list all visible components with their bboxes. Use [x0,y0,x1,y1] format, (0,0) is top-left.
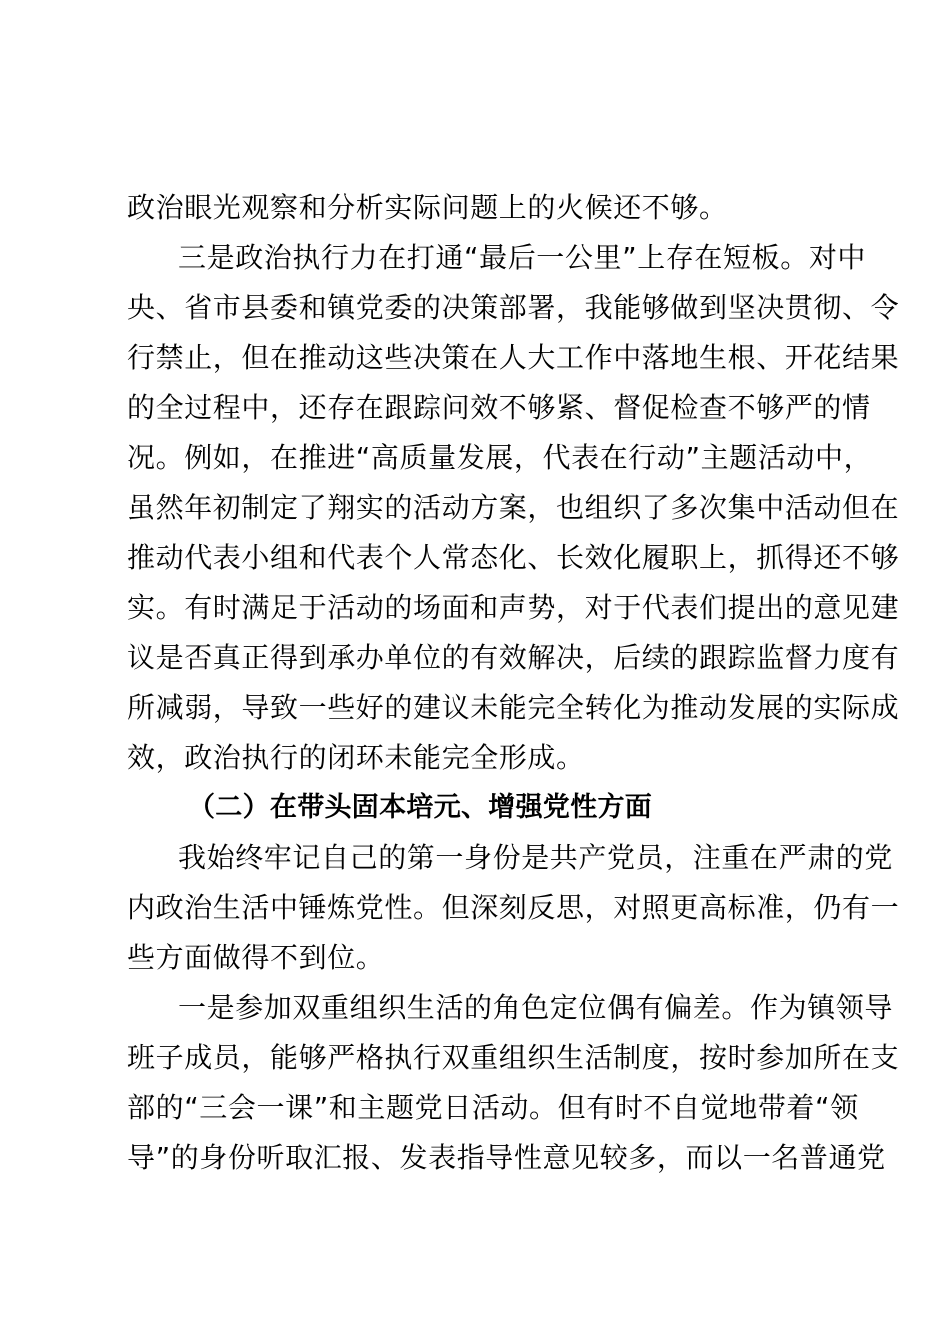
paragraph-line: 议是否真正得到承办单位的有效解决，后续的跟踪监督力度有 [127,641,900,674]
paragraph-line: 些方面做得不到位。 [127,941,385,974]
paragraph-line: 一是参加双重组织生活的角色定位偶有偏差。作为镇领导 [178,991,894,1024]
paragraph-line: 行禁止，但在推动这些决策在人大工作中落地生根、开花结果 [127,341,900,374]
paragraph-line: 实。有时满足于活动的场面和声势，对于代表们提出的意见建 [127,591,900,624]
paragraph-line: 所减弱，导致一些好的建议未能完全转化为推动发展的实际成 [127,691,900,724]
paragraph-line: 况。例如，在推进“高质量发展，代表在行动”主题活动中， [127,441,873,474]
paragraph-line: 推动代表小组和代表个人常态化、长效化履职上，抓得还不够 [127,541,900,574]
document-page [127,183,900,1183]
paragraph-line: 导”的身份听取汇报、发表指导性意见较多，而以一名普通党 [127,1141,886,1174]
paragraph-line: 政治眼光观察和分析实际问题上的火候还不够。 [127,191,728,224]
section-heading: （二）在带头固本培元、增强党性方面 [188,792,653,823]
paragraph-line: 央、省市县委和镇党委的决策部署，我能够做到坚决贯彻、令 [127,291,900,324]
paragraph-line: 三是政治执行力在打通“最后一公里”上存在短板。对中 [178,241,867,274]
paragraph-line: 我始终牢记自己的第一身份是共产党员，注重在严肃的党 [178,841,894,874]
paragraph-line: 虽然年初制定了翔实的活动方案，也组织了多次集中活动但在 [127,491,900,524]
paragraph-line: 的全过程中，还存在跟踪问效不够紧、督促检查不够严的情 [127,391,871,424]
paragraph-line: 内政治生活中锤炼党性。但深刻反思，对照更高标准，仍有一 [127,891,900,924]
paragraph-line: 效，政治执行的闭环未能完全形成。 [127,741,585,774]
paragraph-line: 部的“三会一课”和主题党日活动。但有时不自觉地带着“领 [127,1091,859,1124]
paragraph-line: 班子成员，能够严格执行双重组织生活制度，按时参加所在支 [127,1041,900,1074]
